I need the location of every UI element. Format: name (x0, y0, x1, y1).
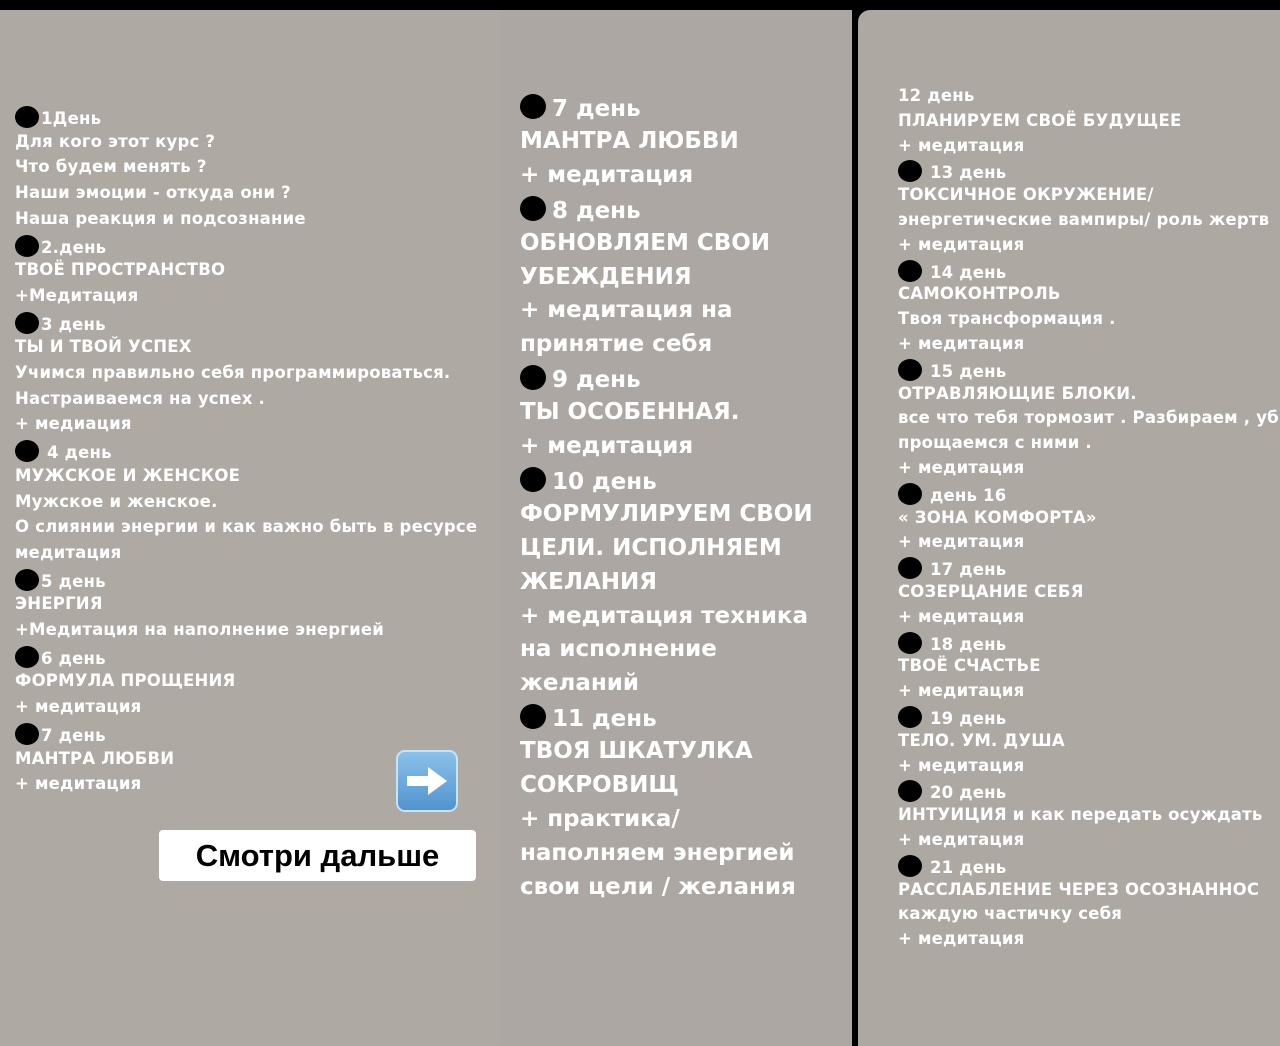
black-circle-icon (520, 365, 546, 390)
line-text: Для кого этот курс ? (15, 131, 216, 151)
line-text: Учимся правильно себя программироваться. (15, 363, 451, 382)
day-heading (15, 569, 106, 591)
line-text: ТЫ ОСОБЕННАЯ. (520, 399, 740, 426)
line-text: « ЗОНА КОМФОРТА» (898, 507, 1097, 527)
line-text: прощаемся с ними . (898, 433, 1092, 453)
line-text: медитация (15, 542, 122, 562)
list-item (15, 389, 265, 408)
list-item (898, 532, 1024, 551)
line-text: ТОКСИЧНОЕ ОКРУЖЕНИЕ/ (898, 185, 1154, 205)
list-item (15, 363, 450, 382)
list-item (898, 384, 1137, 403)
list-item (15, 749, 174, 768)
day-heading (15, 440, 112, 462)
black-circle-icon (15, 235, 39, 257)
day-heading (898, 557, 1006, 579)
line-text: + медитация (898, 681, 1025, 701)
list-item (15, 620, 384, 639)
line-text: 17 день (924, 560, 1007, 580)
list-item (898, 929, 1024, 948)
day-heading (898, 160, 1006, 182)
line-text: ФОРМУЛА ПРОЩЕНИЯ (15, 671, 236, 691)
line-text: 18 день (924, 634, 1007, 654)
list-item (520, 264, 692, 290)
arrow-glyph (404, 763, 450, 799)
line-text: О слиянии энергии и как важно быть в ресурсе (15, 517, 478, 537)
list-item (898, 458, 1024, 477)
black-circle-icon (520, 94, 546, 119)
line-text: + медитация (520, 433, 694, 459)
list-item (15, 492, 218, 511)
list-item (898, 86, 974, 105)
list-item (898, 235, 1024, 254)
line-text: все что тебя тормозит . Разбираем , уб (898, 408, 1279, 428)
list-item (520, 535, 782, 561)
line-text: 20 день (924, 783, 1007, 803)
line-text: 1День (41, 109, 102, 128)
black-circle-icon (898, 557, 922, 579)
line-text: энергетические вампиры/ роль жертв (898, 210, 1270, 229)
day-heading (898, 706, 1006, 728)
list-item (898, 210, 1269, 229)
list-item (15, 337, 192, 356)
line-text: + медиация (15, 414, 132, 434)
list-item (520, 162, 693, 188)
line-text: + медитация (898, 755, 1025, 775)
list-item (520, 670, 639, 696)
black-circle-icon (898, 359, 922, 381)
next-label[interactable]: Смотри дальше (159, 830, 476, 881)
line-text: ОБНОВЛЯЕМ СВОИ (520, 229, 771, 256)
list-item (898, 433, 1092, 452)
line-text: 19 день (924, 709, 1007, 728)
black-circle-icon (898, 483, 922, 505)
line-text: 13 день (924, 163, 1007, 183)
line-text: + медитация (15, 697, 142, 717)
line-text: 7 день (552, 96, 641, 122)
line-text: Наши эмоции - откуда они ? (15, 183, 291, 203)
line-text: МАНТРА ЛЮБВИ (520, 127, 739, 154)
line-text: день 16 (924, 485, 1007, 505)
list-item (898, 582, 1084, 601)
line-text: Наша реакция и подсознание (15, 208, 306, 228)
list-item (15, 209, 306, 228)
line-text: 3 день (41, 314, 106, 334)
list-item (520, 874, 796, 900)
list-item (15, 517, 477, 536)
line-text: 21 день (924, 857, 1007, 877)
line-text: +Медитация (15, 285, 139, 305)
list-item (15, 260, 225, 279)
list-item (15, 774, 141, 793)
day-heading (520, 704, 657, 732)
line-text: Что будем менять ? (15, 157, 207, 177)
line-text: СОЗЕРЦАНИЕ СЕБЯ (898, 582, 1084, 601)
line-text: ТЕЛО. УМ. ДУША (898, 730, 1065, 750)
line-text: + медитация (898, 532, 1025, 552)
list-item (898, 309, 1116, 328)
list-item (898, 681, 1024, 700)
line-text: + медитация (520, 161, 694, 188)
list-item (520, 297, 733, 323)
day-heading (15, 106, 101, 128)
line-text: 6 день (41, 648, 106, 668)
line-text: 11 день (552, 706, 657, 733)
line-text: принятие себя (520, 331, 713, 358)
day-heading (15, 646, 106, 668)
list-item (15, 414, 132, 433)
list-item (898, 185, 1154, 204)
line-text: + медитация (898, 458, 1025, 477)
list-item (898, 111, 1181, 130)
black-circle-icon (520, 704, 546, 729)
list-item (520, 331, 712, 357)
list-item (898, 136, 1024, 155)
line-text: + медитация (898, 234, 1025, 254)
line-text: + медитация (898, 830, 1025, 849)
black-circle-icon (898, 855, 922, 877)
line-text: ИНТУИЦИЯ и как передать осуждать (898, 805, 1263, 825)
list-item (15, 183, 291, 202)
line-text: ТВОЁ СЧАСТЬЕ (898, 656, 1041, 676)
list-item (15, 543, 121, 562)
list-item (520, 636, 717, 662)
line-text: УБЕЖДЕНИЯ (520, 263, 692, 290)
list-item (15, 157, 207, 176)
day-heading (520, 365, 641, 393)
list-item (898, 508, 1097, 527)
line-text: 10 день (552, 468, 657, 495)
line-text: 14 день (924, 262, 1007, 282)
line-text: СОКРОВИЩ (520, 772, 679, 798)
day-heading (898, 483, 1006, 505)
line-text: 12 день (898, 86, 975, 105)
line-text: САМОКОНТРОЛЬ (898, 284, 1061, 304)
line-text: + медитация (898, 929, 1025, 949)
day-heading (898, 632, 1006, 654)
black-circle-icon (15, 440, 39, 462)
list-item (520, 433, 693, 459)
day-heading (15, 312, 106, 334)
line-text: ЦЕЛИ. ИСПОЛНЯЕМ (520, 534, 782, 561)
list-item (15, 286, 138, 305)
day-heading (520, 94, 641, 122)
day-heading (15, 723, 106, 745)
black-circle-icon (898, 706, 922, 728)
list-item (520, 738, 753, 764)
black-circle-icon (898, 160, 922, 182)
black-circle-icon (15, 106, 39, 128)
line-text: + медитация (15, 774, 142, 794)
line-text: ТВОЯ ШКАТУЛКА (520, 738, 753, 765)
right-arrow-icon[interactable] (396, 750, 458, 812)
day-heading (898, 359, 1006, 381)
line-text: на исполнение (520, 636, 717, 663)
list-item (520, 569, 657, 595)
line-text: 8 день (552, 197, 641, 224)
line-text: + медитация на (520, 297, 733, 324)
line-text: ОТРАВЛЯЮЩИЕ БЛОКИ. (898, 383, 1137, 403)
list-item (520, 128, 739, 154)
line-text: РАССЛАБЛЕНИЕ ЧЕРЕЗ ОСОЗНАННОС (898, 879, 1260, 899)
line-text: + медитация (898, 334, 1025, 353)
list-item (520, 501, 813, 527)
black-circle-icon (520, 467, 546, 492)
list-item (520, 840, 794, 866)
line-text: ПЛАНИРУЕМ СВОЁ БУДУЩЕЕ (898, 110, 1182, 130)
day-heading (520, 467, 657, 495)
line-text: ФОРМУЛИРУЕМ СВОИ (520, 500, 813, 527)
line-text: 5 день (41, 571, 106, 591)
list-item (898, 731, 1065, 750)
line-text: свои цели / желания (520, 873, 796, 900)
list-item (898, 334, 1024, 353)
day-heading (898, 260, 1006, 282)
list-item (898, 656, 1041, 675)
line-text: Твоя трансформация . (898, 309, 1116, 329)
day-heading (15, 235, 106, 257)
line-text: + практика/ (520, 805, 680, 832)
line-text: 4 день (41, 443, 112, 463)
line-text: наполняем энергией (520, 839, 795, 866)
day-heading (898, 780, 1006, 802)
list-item (898, 880, 1259, 899)
line-text: Мужское и женское. (15, 491, 218, 511)
list-item (15, 132, 215, 151)
line-text: 15 день (924, 361, 1007, 381)
list-item (520, 806, 680, 832)
list-item (898, 284, 1061, 303)
list-item (15, 466, 240, 485)
line-text: ТВОЁ ПРОСТРАНСТВО (15, 260, 226, 280)
black-circle-icon (15, 723, 39, 745)
line-text: Настраиваемся на успех . (15, 388, 266, 408)
list-item (898, 756, 1024, 775)
black-circle-icon (520, 196, 546, 221)
line-text: ТЫ И ТВОЙ УСПЕХ (15, 337, 192, 357)
story-panel-days-7-11 (500, 10, 852, 1046)
day-heading (898, 855, 1006, 877)
list-item (898, 904, 1122, 923)
story-panel-days-12-21 (858, 10, 1280, 1046)
list-item (898, 607, 1024, 626)
line-text: каждую частичку себя (898, 904, 1123, 924)
story-panel-days-1-7 (0, 10, 500, 1046)
line-text: 9 день (552, 367, 641, 394)
line-text: ЭНЕРГИЯ (15, 594, 103, 614)
list-item (898, 830, 1024, 849)
black-circle-icon (898, 632, 922, 654)
line-text: 2.день (41, 237, 107, 257)
list-item (15, 697, 141, 716)
list-item (520, 399, 740, 425)
black-circle-icon (898, 260, 922, 282)
black-circle-icon (898, 780, 922, 802)
list-item (15, 594, 103, 613)
line-text: + медитация (898, 135, 1025, 155)
line-text: МАНТРА ЛЮБВИ (15, 748, 175, 768)
line-text: МУЖСКОЕ И ЖЕНСКОЕ (15, 465, 241, 485)
list-item (898, 805, 1263, 824)
list-item (898, 408, 1279, 427)
black-circle-icon (15, 569, 39, 591)
list-item (520, 603, 808, 629)
line-text: + медитация техника (520, 602, 809, 629)
line-text: + медитация (898, 606, 1025, 626)
line-text: +Медитация на наполнение энергией (15, 620, 384, 639)
line-text: ЖЕЛАНИЯ (520, 568, 657, 595)
line-text: желаний (520, 670, 639, 697)
list-item (15, 671, 235, 690)
list-item (520, 230, 770, 256)
black-circle-icon (15, 646, 39, 668)
list-item (520, 772, 679, 798)
line-text: 7 день (41, 725, 106, 745)
black-circle-icon (15, 312, 39, 334)
day-heading (520, 196, 641, 224)
